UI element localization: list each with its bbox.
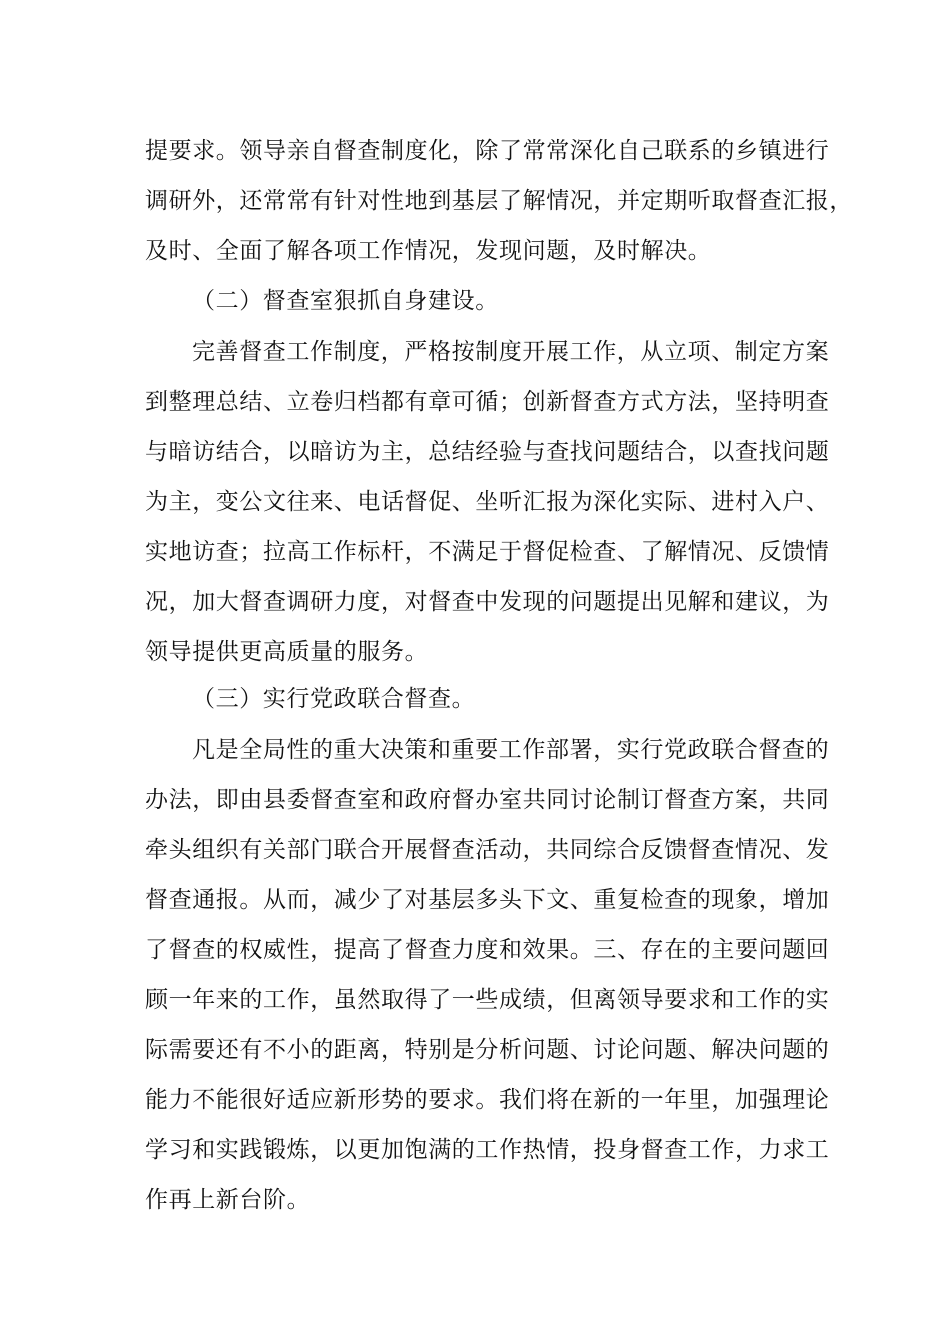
paragraph-line: 为主，变公文往来、电话督促、坐听汇报为深化实际、进村入户、 bbox=[145, 489, 830, 515]
paragraph-line: 完善督查工作制度，严格按制度开展工作，从立项、制定方案 bbox=[192, 339, 830, 365]
paragraph-line: 到整理总结、立卷归档都有章可循；创新督查方式方法，坚持明查 bbox=[145, 389, 830, 415]
paragraph-line: 督查通报。从而，减少了对基层多头下文、重复检查的现象，增加 bbox=[145, 887, 830, 913]
paragraph-line: 牵头组织有关部门联合开展督查活动，共同综合反馈督查情况、发 bbox=[145, 837, 830, 863]
paragraph-line: 能力不能很好适应新形势的要求。我们将在新的一年里，加强理论 bbox=[145, 1087, 830, 1113]
section-heading: （二）督查室狠抓自身建设。 bbox=[192, 288, 499, 314]
paragraph-line: 凡是全局性的重大决策和重要工作部署，实行党政联合督查的 bbox=[192, 737, 830, 763]
paragraph-line: 实地访查；拉高工作标杆，不满足于督促检查、了解情况、反馈情 bbox=[145, 539, 830, 565]
paragraph-line: 顾一年来的工作，虽然取得了一些成绩，但离领导要求和工作的实 bbox=[145, 987, 830, 1013]
paragraph-line: 作再上新台阶。 bbox=[145, 1187, 311, 1213]
section-heading: （三）实行党政联合督查。 bbox=[192, 686, 476, 712]
paragraph-line: 况，加大督查调研力度，对督查中发现的问题提出见解和建议，为 bbox=[145, 589, 830, 615]
paragraph-line: 与暗访结合，以暗访为主，总结经验与查找问题结合，以查找问题 bbox=[145, 439, 830, 465]
paragraph-line: 及时、全面了解各项工作情况，发现问题，及时解决。 bbox=[145, 238, 712, 264]
paragraph-line: 领导提供更高质量的服务。 bbox=[145, 639, 429, 665]
paragraph-line: 提要求。领导亲自督查制度化，除了常常深化自己联系的乡镇进行 bbox=[145, 138, 830, 164]
paragraph-line: 际需要还有不小的距离，特别是分析问题、讨论问题、解决问题的 bbox=[145, 1037, 830, 1063]
paragraph-line: 学习和实践锻炼，以更加饱满的工作热情，投身督查工作，力求工 bbox=[145, 1137, 830, 1163]
paragraph-line: 调研外，还常常有针对性地到基层了解情况，并定期听取督查汇报， bbox=[145, 188, 853, 214]
paragraph-line: 了督查的权威性，提高了督查力度和效果。三、存在的主要问题回 bbox=[145, 937, 830, 963]
paragraph-line: 办法，即由县委督查室和政府督办室共同讨论制订督查方案，共同 bbox=[145, 787, 830, 813]
